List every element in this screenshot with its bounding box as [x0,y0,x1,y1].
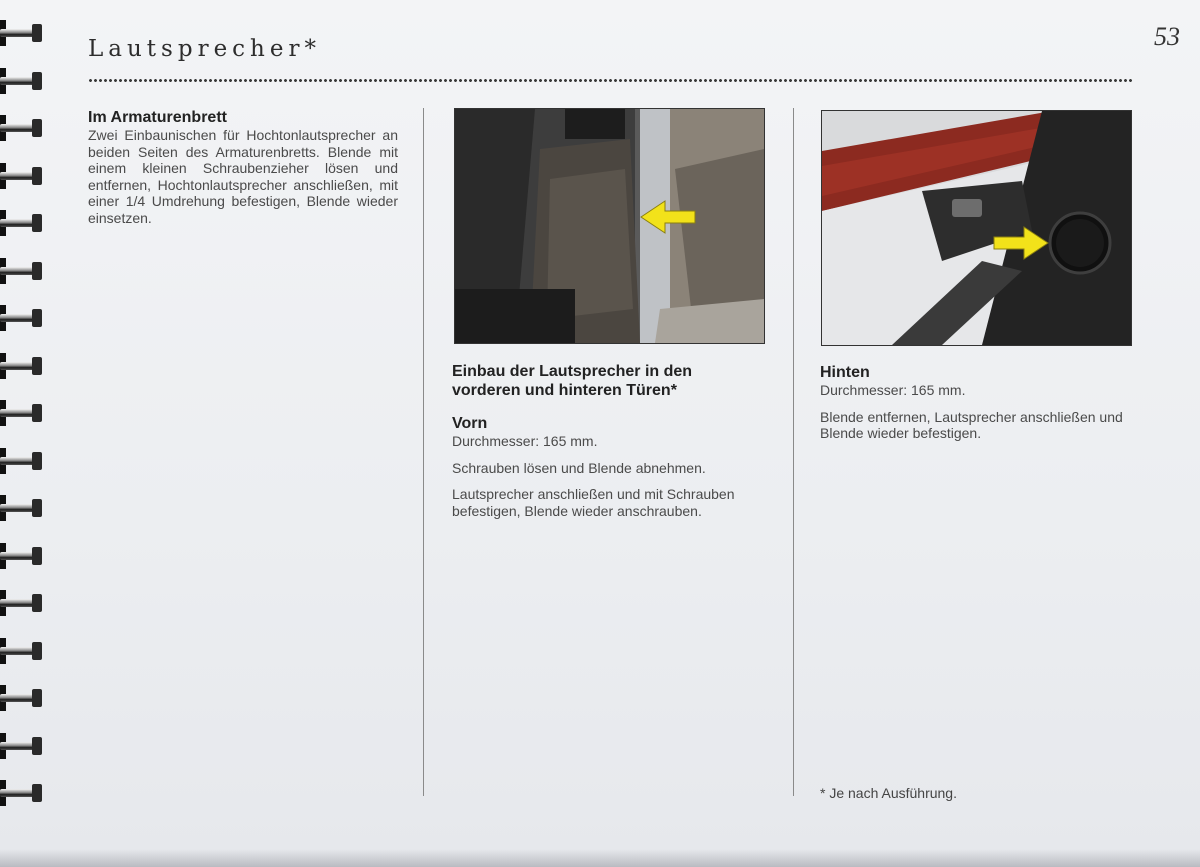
column-divider-right [793,108,794,796]
spiral-binding-ring-icon [0,495,44,521]
rear-diameter: Durchmesser: 165 mm. [820,382,966,398]
spiral-binding-ring-icon [0,20,44,46]
section-rear [820,363,1132,452]
spiral-binding-ring-icon [0,68,44,94]
rear-step-1: Blende entfernen, Lautsprecher anschließen und Blende wieder befestigen. [820,408,1123,441]
spiral-binding-ring-icon [0,305,44,331]
spiral-binding-ring-icon [0,733,44,759]
section-body: Zwei Einbaunischen für Hochtonlautsprecher an beiden Seiten des Armaturenbretts. Blende mit einem kleinen Schraubenzieher lösen und entfernen, Hochtonlautsprecher anschließen, mit einer 1/4 Umdrehung befestigen, Blende wieder einsetzen. [88,127,398,226]
front-step-2: Lautsprecher anschließen und mit Schrauben befestigen, Blende wieder anschrauben. [452,486,735,519]
section-heading: Einbau der Lautsprecher in den vorderen und hinteren Türen* [452,363,693,399]
photo-front-door-speaker [454,108,765,344]
dotted-divider [88,78,1133,83]
spiral-binding-ring-icon [0,638,44,664]
page-bottom-shadow [0,849,1200,867]
front-door-illustration [455,109,764,343]
spiral-binding-ring-icon [0,590,44,616]
spiral-binding-ring-icon [0,353,44,379]
spiral-binding-ring-icon [0,400,44,426]
spiral-binding-ring-icon [0,210,44,236]
footnote: * Je nach Ausführung. [820,785,957,801]
rear-door-illustration [822,111,1131,345]
spiral-binding-ring-icon [0,780,44,806]
spiral-binding-ring-icon [0,163,44,189]
subsection-heading-front: Vorn [452,415,488,432]
spiral-binding [0,20,48,820]
front-step-1: Schrauben lösen und Blende abnehmen. [452,459,706,476]
spiral-binding-ring-icon [0,258,44,284]
section-front-rear-doors [452,362,764,529]
spiral-binding-ring-icon [0,448,44,474]
photo-rear-door-speaker [821,110,1132,346]
front-diameter: Durchmesser: 165 mm. [452,433,598,449]
spiral-binding-ring-icon [0,543,44,569]
page-number: 53 [1154,22,1180,51]
spiral-binding-ring-icon [0,685,44,711]
spiral-binding-ring-icon [0,115,44,141]
column-divider-left [423,108,424,796]
page-title: Lautsprecher* [88,36,321,62]
subsection-heading-rear: Hinten [820,364,870,381]
section-heading: Im Armaturenbrett [88,109,227,126]
section-dashboard [88,108,398,236]
